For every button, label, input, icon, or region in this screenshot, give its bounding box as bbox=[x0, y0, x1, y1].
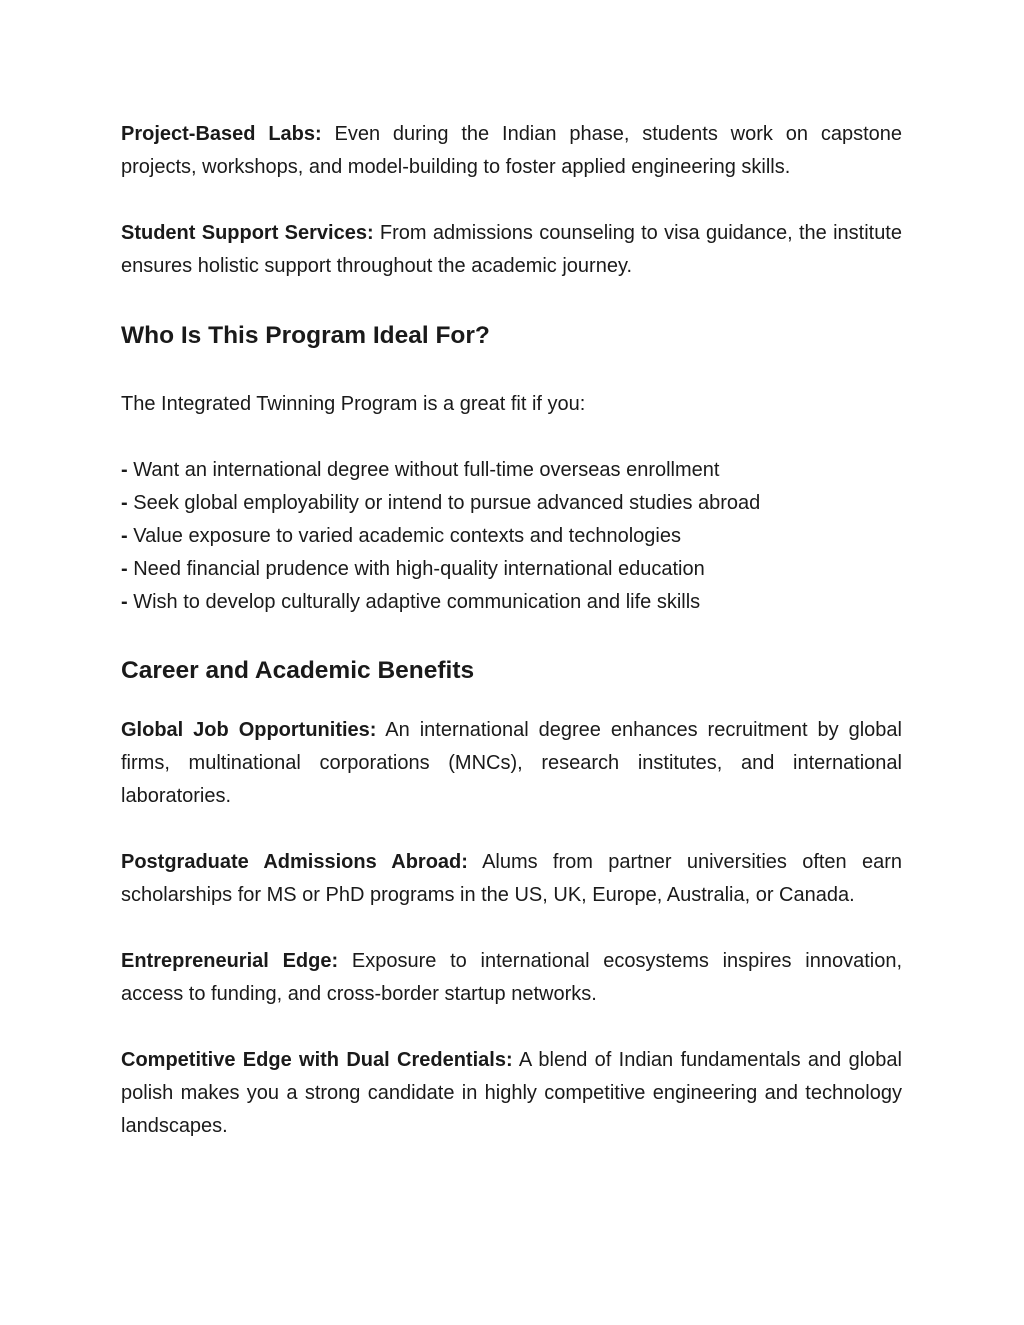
ideal-for-list bbox=[121, 454, 902, 619]
bullet-dash: - bbox=[121, 492, 128, 514]
paragraph-text: An international degree enhances recruitment by global firms, multinational corporations (MNCs), research institutes, and international laboratories. bbox=[121, 719, 902, 807]
heading-ideal-for: Who Is This Program Ideal For? bbox=[121, 322, 490, 349]
paragraph-competitive-edge bbox=[121, 1044, 902, 1143]
paragraph-text: From admissions counseling to visa guidance, the institute ensures holistic support throughout the academic journey. bbox=[121, 222, 902, 277]
paragraph-postgraduate-admissions bbox=[121, 846, 902, 912]
list-item-text: Seek global employability or intend to pursue advanced studies abroad bbox=[127, 492, 761, 514]
bullet-dash: - bbox=[121, 591, 128, 613]
paragraph-label: Entrepreneurial Edge: bbox=[121, 950, 339, 972]
paragraph-label: Global Job Opportunities: bbox=[121, 719, 377, 741]
paragraph-label: Postgraduate Admissions Abroad: bbox=[121, 851, 468, 873]
list-item bbox=[121, 586, 902, 619]
list-item bbox=[121, 454, 902, 487]
bullet-dash: - bbox=[121, 558, 128, 580]
ideal-for-intro: The Integrated Twinning Program is a great fit if you: bbox=[121, 393, 586, 415]
list-item-text: Want an international degree without full-time overseas enrollment bbox=[127, 459, 720, 481]
list-item bbox=[121, 553, 902, 586]
list-item-text: Need financial prudence with high-quality international education bbox=[127, 558, 705, 580]
paragraph-global-job-opportunities bbox=[121, 714, 902, 813]
list-item bbox=[121, 520, 902, 553]
paragraph-text: Exposure to international ecosystems inspires innovation, access to funding, and cross-border startup networks. bbox=[121, 950, 903, 1005]
paragraph-entrepreneurial-edge bbox=[121, 945, 902, 1011]
list-item-text: Value exposure to varied academic contexts and technologies bbox=[127, 525, 681, 547]
paragraph-text: A blend of Indian fundamentals and global polish makes you a strong candidate in highly competitive engineering and technology landscapes. bbox=[121, 1049, 902, 1137]
paragraph-label: Student Support Services: bbox=[121, 222, 374, 244]
paragraph-text: Even during the Indian phase, students work on capstone projects, workshops, and model-building to foster applied engineering skills. bbox=[121, 123, 902, 178]
document-content bbox=[121, 118, 902, 1143]
paragraph-project-based-labs bbox=[121, 118, 902, 184]
bullet-dash: - bbox=[121, 525, 128, 547]
paragraph-label: Competitive Edge with Dual Credentials: bbox=[121, 1049, 513, 1071]
paragraph-text: Alums from partner universities often earn scholarships for MS or PhD programs in the US, UK, Europe, Australia, or Canada. bbox=[121, 851, 902, 906]
list-item bbox=[121, 487, 902, 520]
list-item-text: Wish to develop culturally adaptive communication and life skills bbox=[127, 591, 701, 613]
heading-benefits: Career and Academic Benefits bbox=[121, 657, 475, 684]
bullet-dash: - bbox=[121, 459, 128, 481]
paragraph-label: Project-Based Labs: bbox=[121, 123, 322, 145]
paragraph-student-support-services bbox=[121, 217, 902, 283]
